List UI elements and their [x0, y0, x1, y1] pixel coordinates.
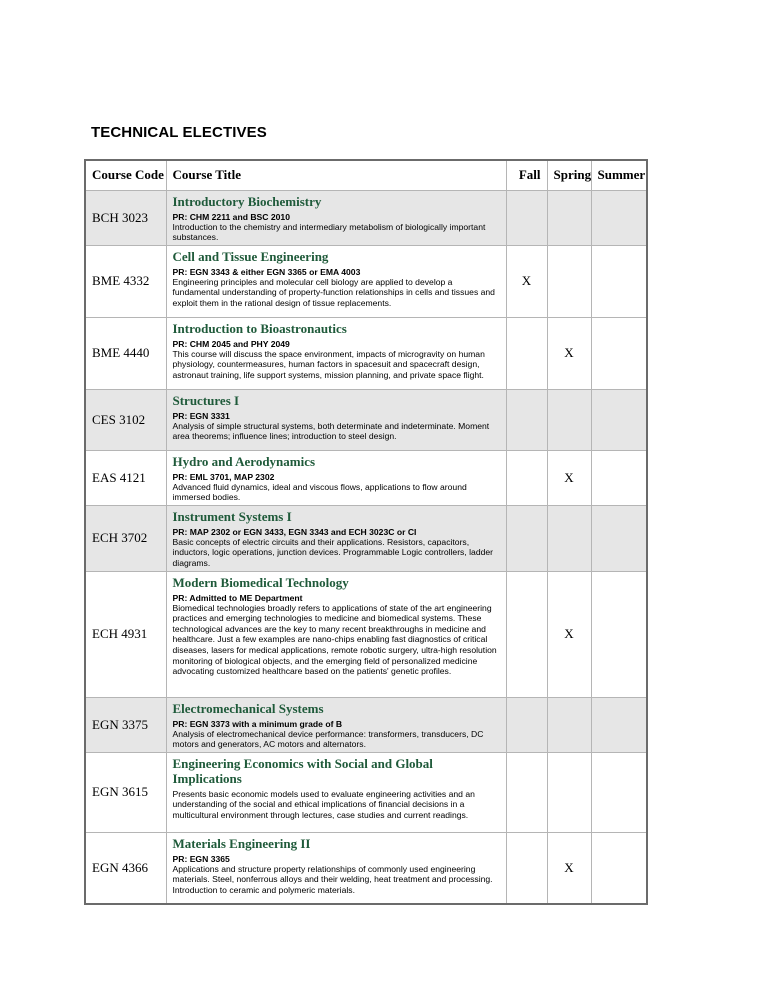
course-title: Instrument Systems I: [172, 508, 292, 524]
course-prereq: PR: EGN 3373 with a minimum grade of B: [172, 718, 343, 729]
course-title-cell: [166, 697, 506, 752]
course-title-cell: [166, 389, 506, 450]
fall-mark: [506, 832, 547, 904]
course-code: BCH 3023: [85, 190, 166, 245]
spring-mark: [547, 505, 591, 571]
spring-mark: [547, 752, 591, 832]
course-code: ECH 3702: [85, 505, 166, 571]
summer-mark: [591, 245, 647, 317]
course-description: Biomedical technologies broadly refers to applications of state of the art engineering practices and emerging technologies to medicine and biomedical systems. These technological advances are the key to many recent breakthroughs in medicine and healthcare. Just a few examples are nano-chips enabling fast diagnostics of critical diseases, lasers for medical applications, remote robotic surgery, ultra-high resolution monitoring of biological objects, and the emerging field of personalized medicine advocating customized healthcare based on the patients' genetic profiles.: [172, 602, 497, 677]
course-title: Introductory Biochemistry: [172, 193, 322, 209]
header-course-title: Course Title: [166, 160, 506, 190]
table-row: [85, 190, 647, 245]
course-code: EAS 4121: [85, 450, 166, 505]
fall-mark: [506, 450, 547, 505]
course-prereq: PR: CHM 2045 and PHY 2049: [172, 338, 290, 349]
course-title-cell: [166, 505, 506, 571]
table-row: [85, 697, 647, 752]
summer-mark: [591, 389, 647, 450]
course-description: Applications and structure property relationships of commonly used engineering materials. Steel, nonferrous alloys and their welding, heat treatment and processing. Introduction to ceramic and polymeric materials.: [172, 863, 493, 896]
course-title: Electromechanical Systems: [172, 700, 324, 716]
course-code: BME 4332: [85, 245, 166, 317]
table-row: [85, 752, 647, 832]
course-title: Engineering Economics with Social and Global Implications: [172, 755, 433, 786]
course-prereq: PR: MAP 2302 or EGN 3433, EGN 3343 and ECH 3023C or CI: [172, 526, 417, 537]
spring-mark: [547, 697, 591, 752]
page-heading: TECHNICAL ELECTIVES: [91, 124, 267, 141]
course-prereq: PR: EML 3701, MAP 2302: [172, 471, 275, 482]
course-description: This course will discuss the space environment, impacts of microgravity on human physiology, countermeasures, human factors in spacesuit and spacecraft design, astronaut training, life support systems, mission planning, and private space flight.: [172, 348, 485, 380]
course-code: EGN 3375: [85, 697, 166, 752]
course-prereq: PR: Admitted to ME Department: [172, 592, 303, 603]
table-row: [85, 317, 647, 389]
course-title: Modern Biomedical Technology: [172, 574, 349, 590]
header-spring: Spring: [547, 160, 591, 190]
table-row: [85, 832, 647, 904]
fall-mark: [506, 752, 547, 832]
spring-mark: [547, 245, 591, 317]
course-description: Basic concepts of electric circuits and their applications. Resistors, capacitors, inductors, logic operations, junction devices. Programmable Logic controllers, ladder diagrams.: [172, 536, 494, 569]
course-title: Structures I: [172, 392, 240, 408]
summer-mark: [591, 697, 647, 752]
course-code: BME 4440: [85, 317, 166, 389]
course-title-cell: [166, 190, 506, 245]
spring-mark: [547, 190, 591, 245]
summer-mark: [591, 190, 647, 245]
summer-mark: [591, 832, 647, 904]
course-code: EGN 3615: [85, 752, 166, 832]
course-title-cell: [166, 245, 506, 317]
fall-mark: [506, 697, 547, 752]
summer-mark: [591, 450, 647, 505]
fall-mark: X: [506, 245, 547, 317]
course-description: Introduction to the chemistry and intermediary metabolism of biologically important substances.: [172, 221, 486, 243]
course-title-cell: [166, 832, 506, 904]
summer-mark: [591, 317, 647, 389]
summer-mark: [591, 752, 647, 832]
spring-mark: X: [547, 450, 591, 505]
course-prereq: PR: EGN 3365: [172, 853, 230, 864]
summer-mark: [591, 505, 647, 571]
spring-mark: [547, 389, 591, 450]
fall-mark: [506, 190, 547, 245]
course-code: EGN 4366: [85, 832, 166, 904]
fall-mark: [506, 571, 547, 697]
summer-mark: [591, 571, 647, 697]
course-title-cell: [166, 571, 506, 697]
table-row: [85, 450, 647, 505]
table-row: [85, 389, 647, 450]
header-fall: Fall: [506, 160, 547, 190]
spring-mark: X: [547, 571, 591, 697]
fall-mark: [506, 389, 547, 450]
course-code: CES 3102: [85, 389, 166, 450]
table-row: [85, 571, 647, 697]
header-row: [85, 160, 647, 190]
spring-mark: X: [547, 317, 591, 389]
course-title-cell: [166, 752, 506, 832]
course-prereq: PR: EGN 3343 & either EGN 3365 or EMA 4003: [172, 266, 361, 277]
header-course-code: Course Code: [85, 160, 166, 190]
course-description: Analysis of electromechanical device performance: transformers, transducers, DC motors and generators, AC motors and alternators.: [172, 728, 484, 750]
spring-mark: X: [547, 832, 591, 904]
course-description: Presents basic economic models used to evaluate engineering activities and an understanding of the social and ethical implications of financial decisions in a multicultural environment through lectures, case studies and current readings.: [172, 788, 475, 821]
fall-mark: [506, 317, 547, 389]
course-description: Analysis of simple structural systems, both determinate and indeterminate. Moment area theorems; influence lines; introduction to steel design.: [172, 420, 490, 442]
course-description: Engineering principles and molecular cell biology are applied to develop a fundamental understanding of property-function relationships in cells and tissues and exploit them in the rational design of tissue replacements.: [172, 276, 495, 308]
table-row: [85, 245, 647, 317]
course-title: Cell and Tissue Engineering: [172, 248, 329, 264]
course-prereq: PR: CHM 2211 and BSC 2010: [172, 211, 290, 222]
fall-mark: [506, 505, 547, 571]
course-description: Advanced fluid dynamics, ideal and viscous flows, applications to flow around immersed bodies.: [172, 481, 467, 503]
course-title-cell: [166, 317, 506, 389]
course-title-cell: [166, 450, 506, 505]
course-prereq: PR: EGN 3331: [172, 410, 230, 421]
course-title: Introduction to Bioastronautics: [172, 320, 347, 336]
course-title: Hydro and Aerodynamics: [172, 453, 316, 469]
header-summer: Summer: [591, 160, 647, 190]
table-row: [85, 505, 647, 571]
course-title: Materials Engineering II: [172, 835, 311, 851]
course-code: ECH 4931: [85, 571, 166, 697]
technical-electives-table: [84, 159, 648, 905]
